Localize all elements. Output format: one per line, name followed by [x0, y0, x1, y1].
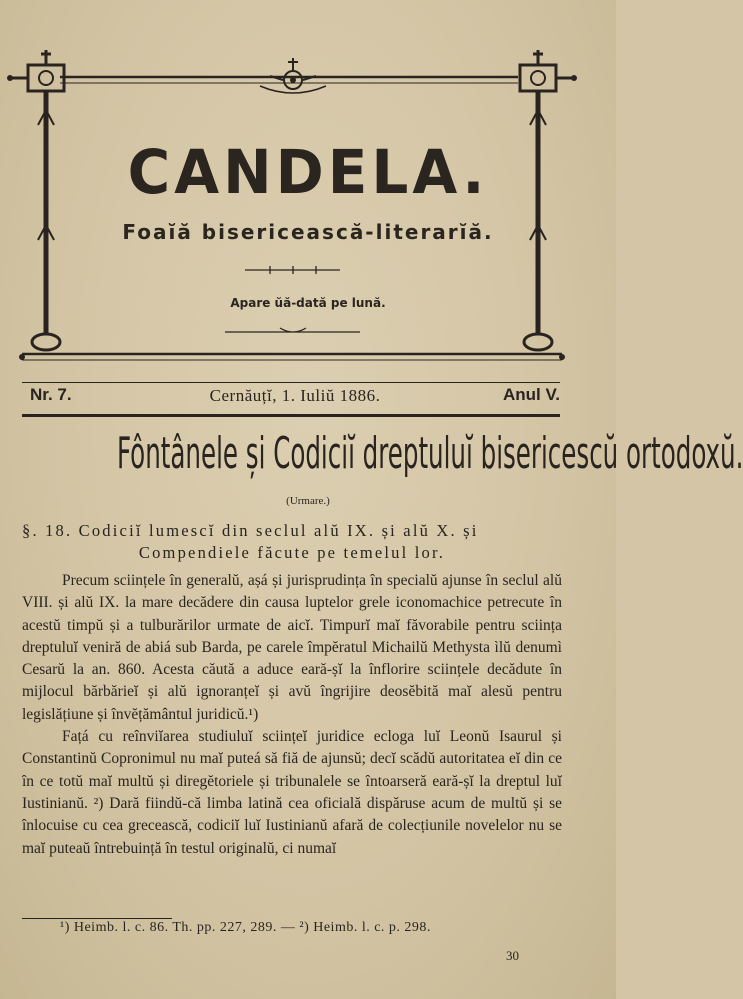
issue-place-date: Cernăuțĭ, 1. Iuliŭ 1886.	[209, 386, 381, 405]
continuation-note: (Urmare.)	[286, 495, 330, 507]
section-heading-line1: §. 18. Codiciĭ lumescĭ din seclul alŭ IX. și alŭ X. și	[22, 521, 479, 540]
footnote-rule	[22, 918, 172, 919]
masthead-title: CANDELA.	[127, 136, 489, 208]
rule-bottom	[22, 414, 560, 417]
section-heading	[22, 520, 562, 564]
footnote: ¹) Heimb. l. c. 86. Th. pp. 227, 289. — ²) Heimb. l. c. p. 298.	[60, 920, 431, 935]
article-body	[22, 570, 562, 860]
section-heading-line2: Compendiele făcute pe temelul lor.	[138, 543, 446, 562]
issue-year: Anul V.	[503, 385, 560, 404]
rule-top	[22, 382, 560, 383]
issue-line	[30, 385, 560, 409]
publication-frequency: Apare ŭă-dată pe lună.	[230, 296, 386, 310]
issue-number: Nr. 7.	[30, 385, 72, 404]
paragraph: Precum sciințele în generalŭ, așá și jurisprudința în specialŭ ajunse în seclul alŭ VIII. și alŭ IX. la mare decădere din causa luptelor grele iconomachice petrecute în acestŭ timpŭ și a tulburărilor urmate de aicĭ. Timpurĭ maĭ făvorabile pentru sciința dreptuluĭ veniră de abiá sub Barda, pe carele împĕratul Michailŭ Methysta ìlŭ denumì Cesarŭ la an. 860. Acesta căută a aduce eară-șĭ la înflorire sciințele decădute în mijlocul bărbărieĭ și alŭ ignoranțeĭ și avŭ îngrijire deosĕbită maĭ alesŭ pentru legislățiune și învĕțământul juridicŭ.¹)	[22, 572, 562, 723]
page-number: 30	[506, 948, 519, 963]
masthead-subtitle: Foaĭă bisericească-literarĭă.	[122, 220, 494, 244]
article-title: Fôntânele și Codiciĭ dreptuluĭ bisericescŭ ortodoxŭ.	[117, 428, 743, 479]
paragraph: Fațá cu reînviĭarea studiuluĭ sciințeĭ juridice ecloga luĭ Leonŭ Isaurul și Constantinŭ Copronimul nu maĭ puteá să fiă de ajunsŭ; decĭ scădŭ autoritatea eĭ din ce în ce totŭ maĭ multŭ și diregĕtoriele și tribunalele se întoarseră eară-șĭ la dreptul luĭ Iustinianŭ. ²) Dară fiindŭ-că limba latină cea oficială dispăruse acum de multŭ și se înlocuise cu cea grecească, codiciĭ luĭ Iustinianŭ afară de colecțiunile novelelor nu se maĭ puteaŭ întrebuință în testul originalŭ, ci numaĭ	[22, 728, 562, 857]
